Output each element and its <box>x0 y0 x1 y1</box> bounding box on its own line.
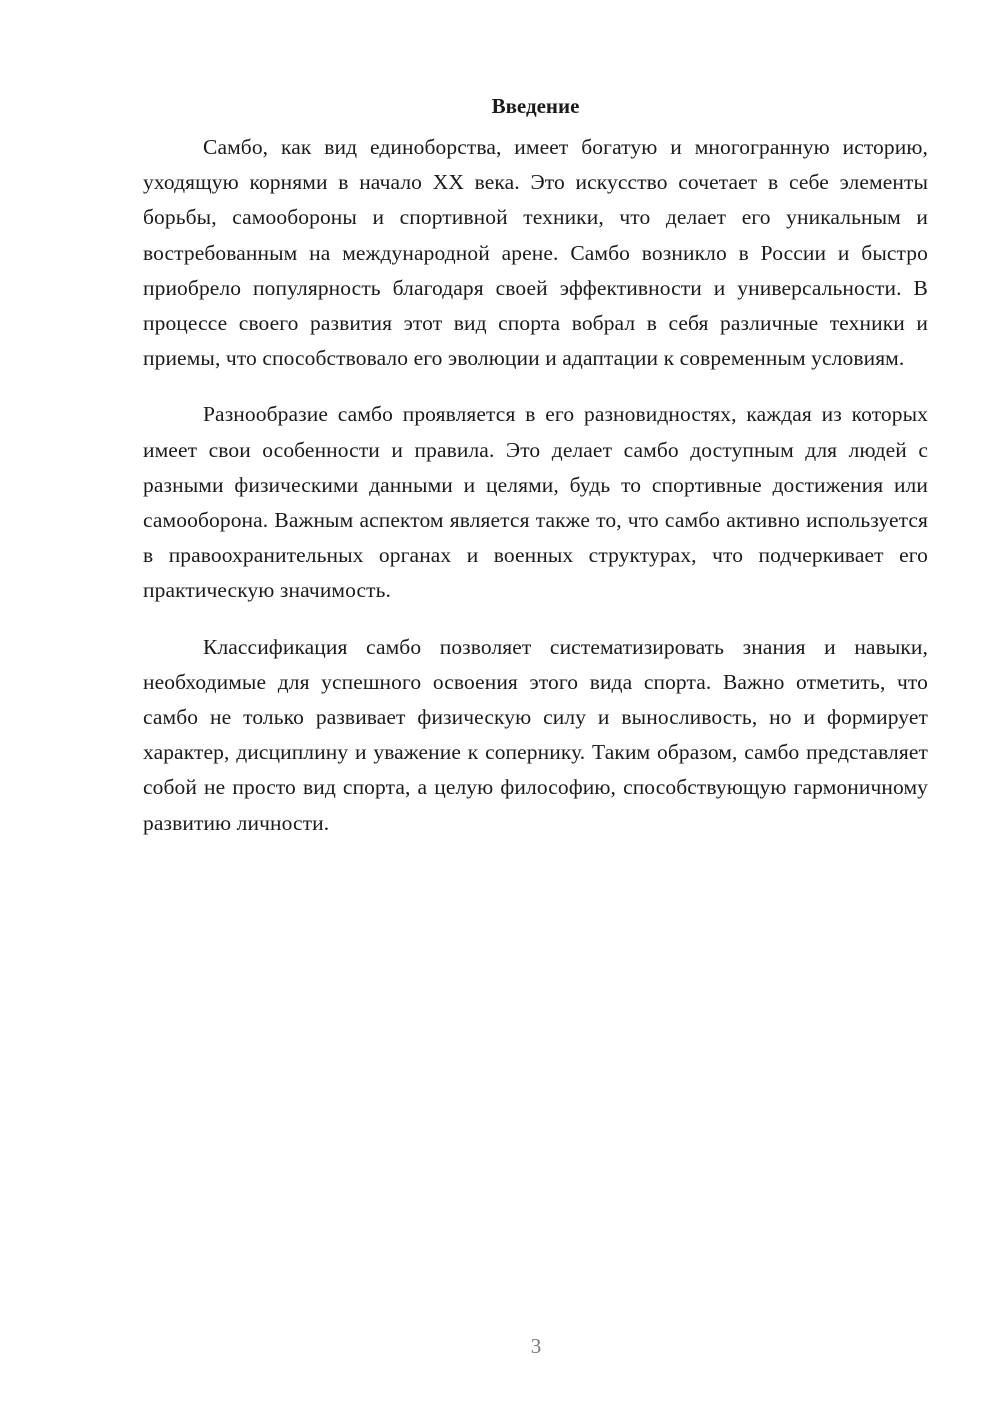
paragraph-3: Классификация самбо позволяет систематизировать знания и навыки, необходимые для успешного освоения этого вида спорта. Важно отметить, что самбо не только развивает физическую силу и выносливость, но и формирует характер, дисциплину и уважение к сопернику. Таким образом, самбо представляет собой не просто вид спорта, а целую философию, способствующую гармоничному развитию личности. <box>143 634 928 835</box>
section-heading: Введение <box>491 94 580 118</box>
document-page <box>143 92 928 862</box>
paragraph-2: Разнообразие самбо проявляется в его разновидностях, каждая из которых имеет свои особенности и правила. Это делает самбо доступным для людей с разными физическими данными и целями, будь то спортивные достижения или самооборона. Важным аспектом является также то, что самбо активно используется в правоохранительных органах и военных структурах, что подчеркивает его практическую значимость. <box>143 402 928 603</box>
page-number: 3 <box>530 1334 542 1358</box>
paragraph-1: Самбо, как вид единоборства, имеет богатую и многогранную историю, уходящую корнями в начало XX века. Это искусство сочетает в себе элементы борьбы, самообороны и спортивной техники, что делает его уникальным и востребованным на международной арене. Самбо возникло в России и быстро приобрело популярность благодаря своей эффективности и универсальности. В процессе своего развития этот вид спорта вобрал в себя различные техники и приемы, что способствовало его эволюции и адаптации к современным условиям. <box>143 135 928 371</box>
